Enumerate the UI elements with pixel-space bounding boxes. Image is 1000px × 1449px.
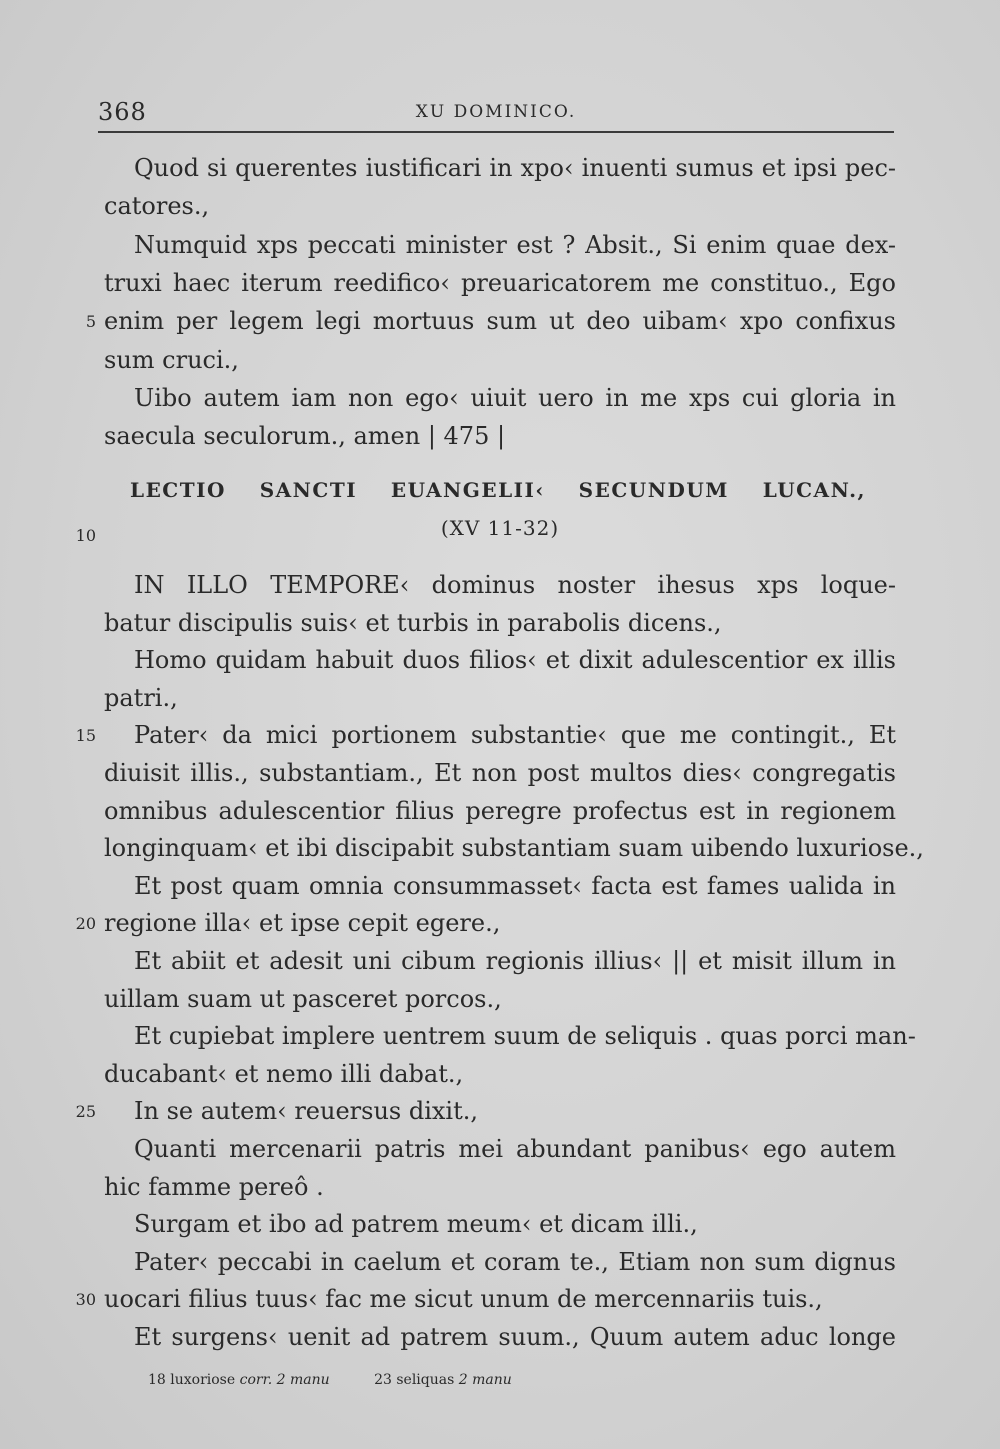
text-line: batur discipulis suis‹ et turbis in parabolis dicens., <box>104 608 722 637</box>
footnote: 23 seliquas 2 manu <box>374 1372 512 1388</box>
footnote: 18 luxoriose corr. 2 manu <box>148 1372 330 1388</box>
text-line: omnibus adulescentior filius peregre profectus est in regionem <box>104 796 896 825</box>
text-line: enim per legem legi mortuus sum ut deo uibam‹ xpo confixus <box>104 307 896 336</box>
text-line: Et post quam omnia consummasset‹ facta est fames ualida in <box>134 871 896 900</box>
running-header <box>98 98 894 128</box>
text-line: Et surgens‹ uenit ad patrem suum., Quum autem aduc longe <box>134 1323 896 1351</box>
text-line: diuisit illis., substantiam., Et non post multos dies‹ congregatis <box>104 759 896 787</box>
line-number: 10 <box>75 526 96 545</box>
text-line: uillam suam ut pasceret porcos., <box>104 984 502 1013</box>
text-line: Surgam et ibo ad patrem meum‹ et dicam illi., <box>134 1210 698 1239</box>
text-line: truxi haec iterum reedifico‹ preuaricatorem me constituo., Ego <box>104 268 896 297</box>
text-line: Et abiit et adesit uni cibum regionis illius‹ || et misit illum in <box>134 947 896 975</box>
text-line: IN ILLO TEMPORE‹ dominus noster ihesus xps loque- <box>134 571 896 599</box>
lection-reference: (XV 11-32) <box>440 516 560 540</box>
text-line: In se autem‹ reuersus dixit., <box>134 1097 478 1126</box>
line-number: 15 <box>75 726 96 746</box>
line-number: 5 <box>85 312 96 332</box>
text-line: saecula seculorum., amen | 475 | <box>104 422 506 451</box>
text-line: Numquid xps peccati minister est ? Absit., Si enim quae dex- <box>134 230 896 259</box>
text-line: uocari filius tuus‹ fac me sicut unum de mercennariis tuis., <box>104 1285 823 1314</box>
text-line: ducabant‹ et nemo illi dabat., <box>104 1059 464 1088</box>
text-line: longinquam‹ et ibi discipabit substantiam suam uibendo luxuriose., <box>104 834 924 863</box>
text-line: Quod si querentes iustificari in xpo‹ inuenti sumus et ipsi pec- <box>134 154 896 182</box>
text-line: catores., <box>104 192 210 221</box>
text-line: Homo quidam habuit duos filios‹ et dixit adulescentior ex illis <box>134 646 896 675</box>
footnotes <box>148 1372 552 1388</box>
text-line: Quanti mercenarii patris mei abundant panibus‹ ego autem <box>134 1135 896 1163</box>
line-number: 25 <box>75 1102 96 1122</box>
line-number: 20 <box>75 914 96 934</box>
running-title: XU DOMINICO. <box>415 102 577 122</box>
page-number: 368 <box>98 98 147 126</box>
text-line: hic famme pereô . <box>104 1172 324 1201</box>
line-number: 30 <box>75 1290 96 1310</box>
text-line: Pater‹ da mici portionem substantie‹ que me contingit., Et <box>134 721 896 750</box>
text-line: Et cupiebat implere uentrem suum de seliquis . quas porci man- <box>134 1022 916 1051</box>
text-line: Pater‹ peccabi in caelum et coram te., Etiam non sum dignus <box>134 1247 896 1276</box>
text-line: Uibo autem iam non ego‹ uiuit uero in me xps cui gloria in <box>134 383 896 412</box>
lection-heading: LECTIO SANCTI EUANGELII‹ SECUNDUM LUCAN., <box>130 478 866 502</box>
header-rule <box>98 131 894 133</box>
text-line: regione illa‹ et ipse cepit egere., <box>104 909 501 938</box>
text-line: patri., <box>104 683 178 712</box>
text-line: sum cruci., <box>104 345 239 374</box>
